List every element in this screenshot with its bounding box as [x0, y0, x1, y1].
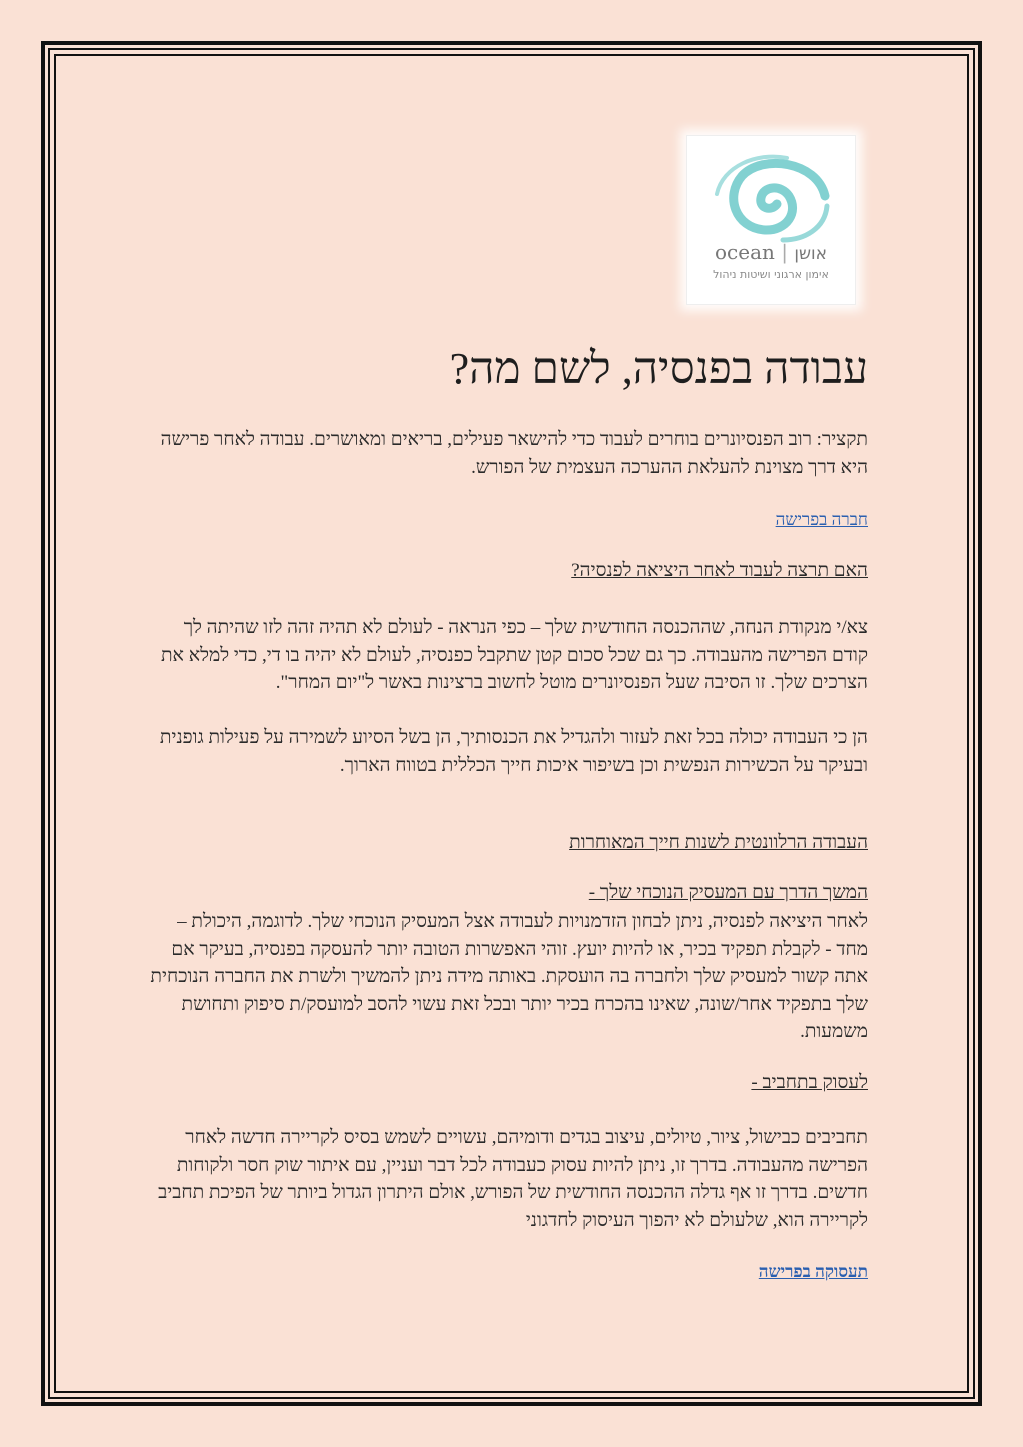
- section-heading-work-after-retirement: האם תרצה לעבוד לאחר היציאה לפנסיה?: [571, 560, 868, 581]
- ocean-logo: [686, 135, 856, 305]
- link-company-retirement[interactable]: חברה בפרישה: [775, 510, 868, 529]
- subheading-hobby: לעסוק בתחביב -: [751, 1072, 868, 1093]
- logo-wordmark: ocean | אושן: [714, 240, 828, 264]
- logo-subtitle: אימון ארגוני ושיטות ניהול: [713, 268, 829, 281]
- link-employment-retirement[interactable]: תעסוקה בפרישה: [758, 1262, 868, 1281]
- logo-brand-en: ocean: [714, 240, 775, 264]
- paragraph-assumption: צא/י מנקודת הנחה, שההכנסה החודשית שלך – כפי הנראה - לעולם לא תהיה זהה לזו שהיתה לך קודם הפרישה מהעבודה. כך גם שכל סכום קטן שתקבל כפנסיה, לעולם לא יהיה בו די, כדי למלא את הצרכים שלך. זו הסיבה שעל הפנסיונרים מוטל לחשוב ברצינות באשר ל"יום המחר".: [160, 617, 868, 693]
- page-title: עבודה בפנסיה, לשם מה?: [449, 344, 868, 393]
- logo-brand-he: אושן: [794, 244, 828, 264]
- summary-paragraph: תקציר: רוב הפנסיונרים בוחרים לעבוד כדי להישאר פעילים, בריאים ומאושרים. עבודה לאחר פרישה היא דרך מצוינת להעלאת ההערכה העצמית של הפורש.: [160, 429, 868, 478]
- paragraph-hobby: תחביבים כבישול, ציור, טיולים, עיצוב בגדים ודומיהם, עשויים לשמש בסיס לקריירה חדשה לאחר הפרישה מהעבודה. בדרך זו, ניתן להיות עסוק כעבודה לכל דבר ועניין, עם איתור שוק חסר ולקוחות חדשים. בדרך זו אף גדלה ההכנסה החודשית של הפורש, אולם היתרון הגדול ביותר של הפיכת תחביב לקריירה הוא, שלעולם לא יהפוך העיסוק לחדגוני: [158, 1127, 868, 1231]
- subheading-current-employer: המשך הדרך עם המעסיק הנוכחי שלך -: [588, 882, 868, 903]
- section-heading-relevant-work: העבודה הרלוונטית לשנות חייך המאוחרות: [569, 832, 868, 853]
- paragraph-benefits: הן כי העבודה יכולה בכל זאת לעזור ולהגדיל את הכנסותיך, הן בשל הסיוע לשמירה על פעילות גופנית ובעיקר על הכשירות הנפשית וכן בשיפור איכות חייך הכללית בטווח הארוך.: [159, 727, 868, 776]
- paragraph-current-employer: לאחר היציאה לפנסיה, ניתן לבחון הזדמנויות לעבודה אצל המעסיק הנוכחי שלך. לדוגמה, היכולת – מחד - לקבלת תפקיד בכיר, או להיות יועץ. זוהי האפשרות הטובה יותר להעסקה בפנסיה, בעיקר אם אתה קשור למעסיק שלך ולחברה בה הועסקת. באותה מידה ניתן להמשיך ולשרת את החברה הנוכחית שלך בתפקיד אחר/שונה, שאינו בהכרח בכיר יותר ובכל זאת עשוי להסב למועסק/ת סיפוק ותחושת משמעות.: [150, 911, 868, 1042]
